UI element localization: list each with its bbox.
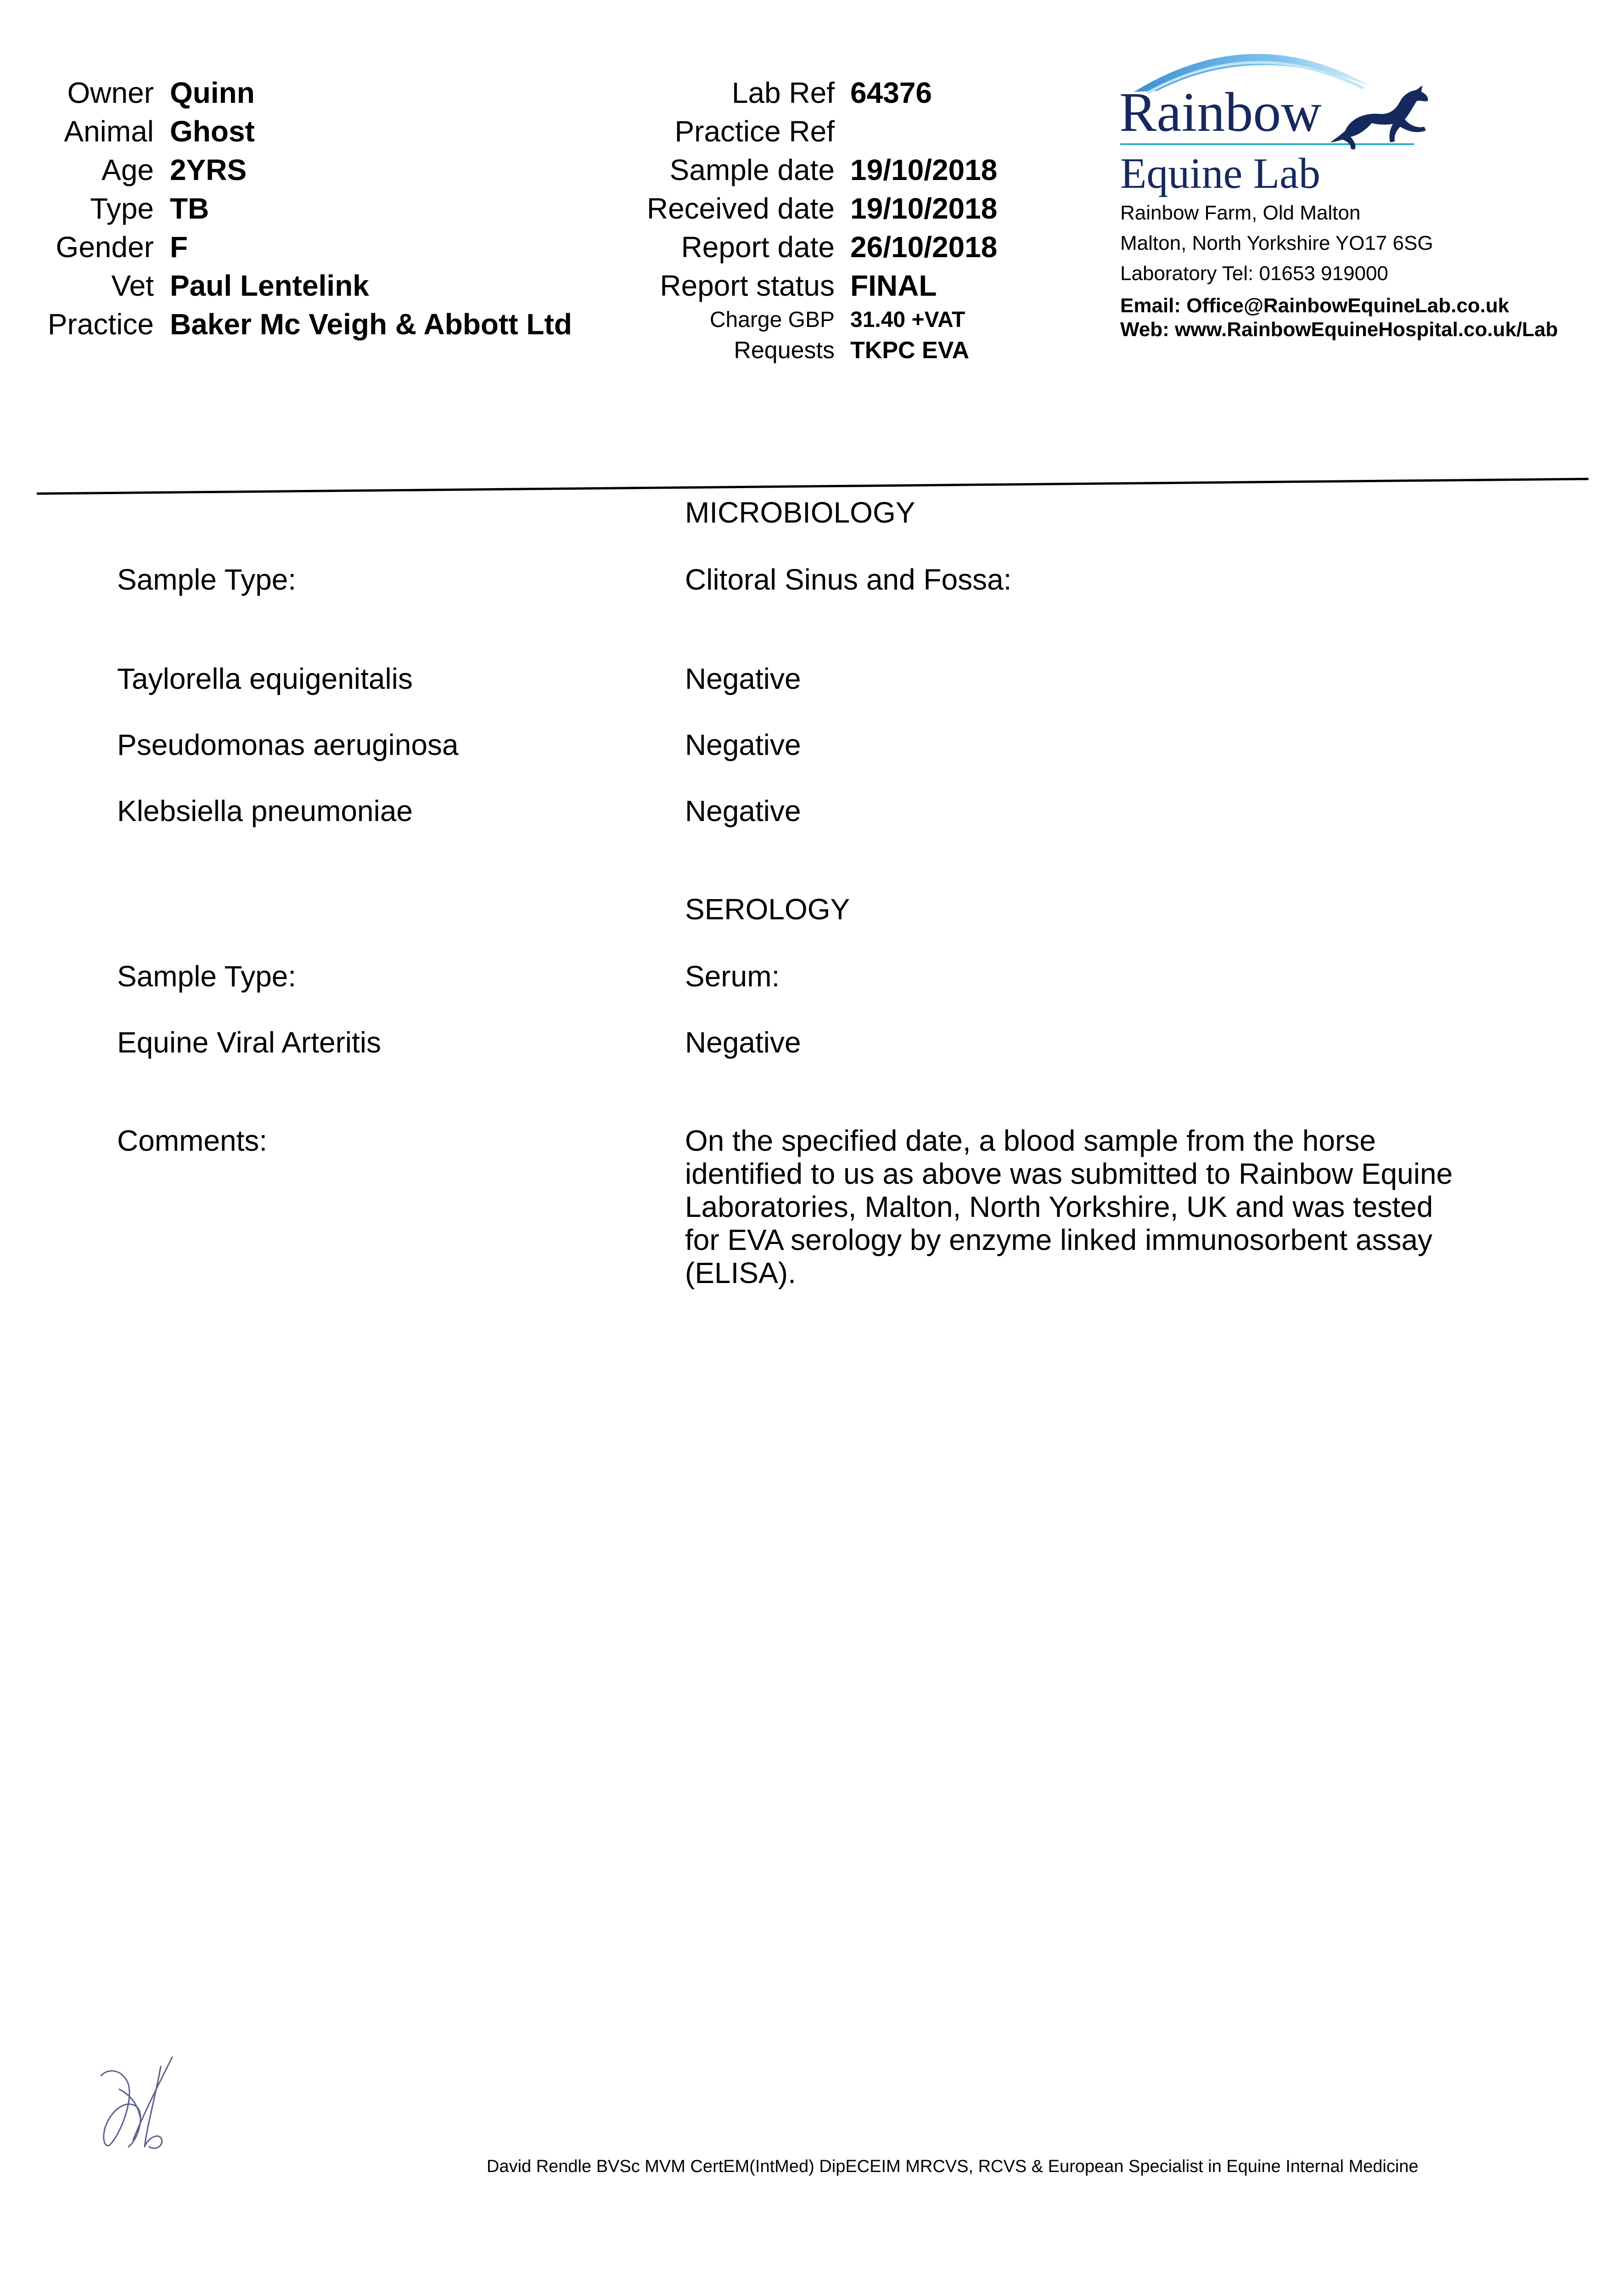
comments-text: On the specified date, a blood sample from the horse identified to us as above was submitted to Rainbow Equine Laboratories, Malton, North Yorkshire, UK and was tested for EVA serology by enzyme linked immunosorbent assay (ELISA). bbox=[685, 1124, 1453, 1289]
lab-ref-value: 64376 bbox=[850, 76, 932, 109]
animal-label: Animal bbox=[64, 115, 154, 148]
charge-label: Charge GBP bbox=[709, 308, 835, 332]
report-status-label: Report status bbox=[660, 269, 835, 302]
charge-value: 31.40 +VAT bbox=[850, 308, 965, 332]
type-label: Type bbox=[90, 192, 154, 225]
serology-heading: SEROLOGY bbox=[685, 893, 850, 926]
owner-label: Owner bbox=[67, 76, 154, 109]
lab-email: Email: Office@RainbowEquineLab.co.uk bbox=[1120, 294, 1510, 317]
test-name: Klebsiella pneumoniae bbox=[117, 794, 413, 827]
practice-ref-value bbox=[850, 112, 997, 151]
brand-rule bbox=[1120, 143, 1414, 145]
gender-label: Gender bbox=[56, 231, 154, 264]
sample-date-value: 19/10/2018 bbox=[850, 153, 998, 186]
sample-date-label: Sample date bbox=[669, 153, 835, 186]
lab-details-labels bbox=[597, 73, 835, 366]
vet-value: Paul Lentelink bbox=[170, 269, 369, 302]
signatory-credentials: David Rendle BVSc MVM CertEM(IntMed) DipECEIM MRCVS, RCVS & European Specialist in Equine Internal Medicine bbox=[487, 2157, 1419, 2176]
microbiology-heading: MICROBIOLOGY bbox=[685, 496, 915, 529]
owner-value: Quinn bbox=[170, 76, 255, 109]
signature bbox=[92, 2048, 193, 2167]
sero-sample-type-value: Serum: bbox=[685, 960, 780, 993]
sero-sample-type-label: Sample Type: bbox=[117, 960, 297, 993]
test-result: Negative bbox=[685, 1026, 801, 1059]
practice-label: Practice bbox=[47, 308, 154, 341]
comments-label: Comments: bbox=[117, 1124, 268, 1157]
micro-sample-type-value: Clitoral Sinus and Fossa: bbox=[685, 563, 1012, 596]
horse-icon bbox=[1330, 85, 1428, 150]
test-result: Negative bbox=[685, 662, 801, 695]
age-value: 2YRS bbox=[170, 153, 247, 186]
vet-label: Vet bbox=[111, 269, 154, 302]
brand-subtitle: Equine Lab bbox=[1120, 150, 1320, 197]
lab-ref-label: Lab Ref bbox=[731, 76, 835, 109]
lab-details-values bbox=[850, 73, 997, 366]
lab-website: Web: www.RainbowEquineHospital.co.uk/Lab bbox=[1120, 318, 1558, 341]
address-line-1: Rainbow Farm, Old Malton bbox=[1120, 202, 1361, 224]
gender-value: F bbox=[170, 231, 188, 264]
test-result: Negative bbox=[685, 794, 801, 827]
brand-name: Rainbow bbox=[1119, 81, 1322, 143]
micro-sample-type-label: Sample Type: bbox=[117, 563, 297, 596]
received-date-value: 19/10/2018 bbox=[850, 192, 998, 225]
lab-telephone: Laboratory Tel: 01653 919000 bbox=[1120, 262, 1388, 285]
report-date-value: 26/10/2018 bbox=[850, 231, 998, 264]
animal-details-values bbox=[170, 73, 572, 343]
test-name: Pseudomonas aeruginosa bbox=[117, 728, 459, 761]
age-label: Age bbox=[101, 153, 154, 186]
requests-label: Requests bbox=[734, 337, 835, 364]
test-name: Equine Viral Arteritis bbox=[117, 1026, 382, 1059]
type-value: TB bbox=[170, 192, 209, 225]
received-date-label: Received date bbox=[646, 192, 835, 225]
requests-value: TKPC EVA bbox=[850, 337, 970, 364]
address-line-2: Malton, North Yorkshire YO17 6SG bbox=[1120, 232, 1433, 254]
animal-value: Ghost bbox=[170, 115, 255, 148]
practice-ref-label: Practice Ref bbox=[674, 115, 835, 148]
report-date-label: Report date bbox=[681, 231, 835, 264]
report-status-value: FINAL bbox=[850, 269, 937, 302]
animal-details-labels bbox=[18, 73, 154, 343]
test-result: Negative bbox=[685, 728, 801, 761]
practice-value: Baker Mc Veigh & Abbott Ltd bbox=[170, 308, 572, 341]
test-name: Taylorella equigenitalis bbox=[117, 662, 413, 695]
